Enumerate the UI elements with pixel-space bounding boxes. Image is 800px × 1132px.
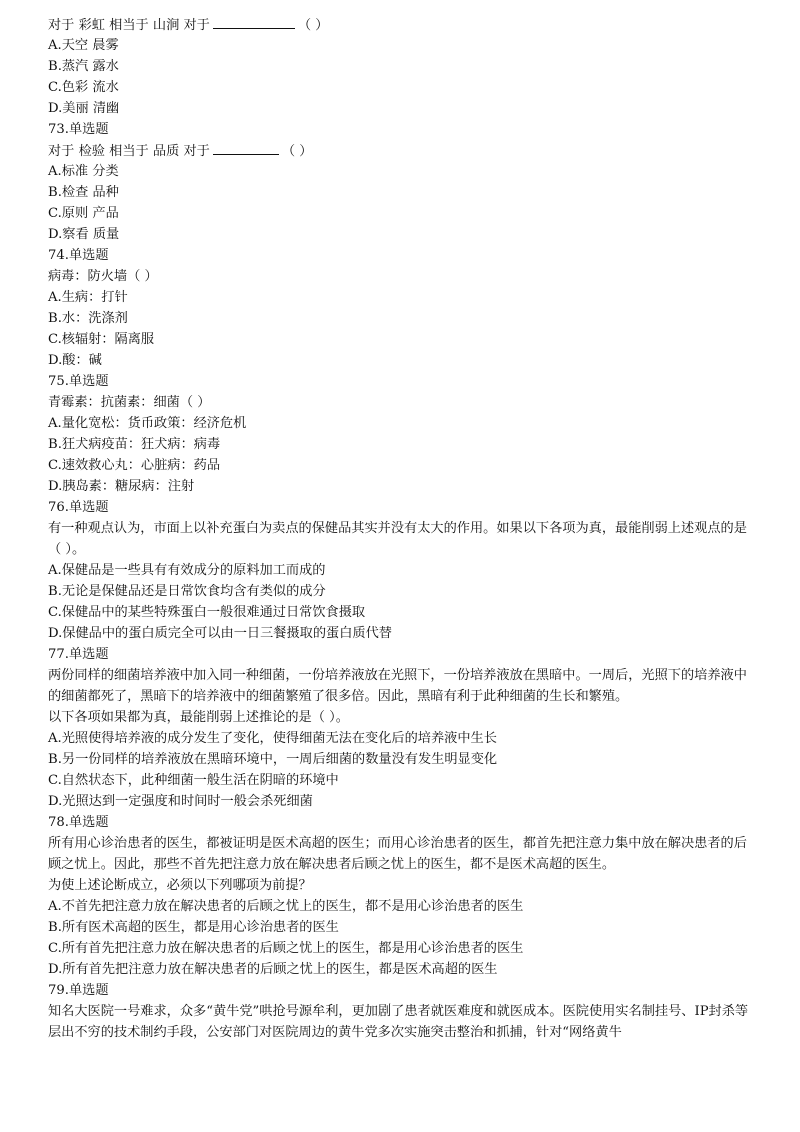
option-a: A.标准 分类 — [48, 164, 119, 179]
option-b: B.水：洗涤剂 — [48, 311, 128, 326]
option-a: A.保健品是一些具有有效成分的原料加工而成的 — [48, 563, 326, 578]
option-c: C.速效救心丸：心脏病：药品 — [48, 458, 221, 473]
question-78-header: 78.单选题 — [48, 815, 109, 830]
option-c: C.所有首先把注意力放在解决患者的后顾之忧上的医生，都是用心诊治患者的医生 — [48, 941, 524, 956]
option-b: B.所有医术高超的医生，都是用心诊治患者的医生 — [48, 920, 339, 935]
question-79-header: 79.单选题 — [48, 983, 109, 998]
question-stem-text: 对于 彩虹 相当于 山涧 对于 — [48, 18, 210, 33]
question-stem-text: 对于 检验 相当于 品质 对于 — [48, 144, 210, 159]
question-75-stem: 青霉素：抗菌素：细菌（ ） — [48, 395, 211, 410]
option-b: B.另一份同样的培养液放在黑暗环境中，一周后细菌的数量没有发生明显变化 — [48, 752, 498, 767]
question-77-stem: 两份同样的细菌培养液中加入同一种细菌，一份培养液放在光照下，一份培养液放在黑暗中。一周后，光照下的培养液中的细菌都死了，黑暗下的培养液中的细菌繁殖了很多倍。因此，黑暗有利于此种细菌的生长和繁殖。 — [48, 668, 747, 704]
option-c: C.原则 产品 — [48, 206, 119, 221]
question-76-header: 76.单选题 — [48, 500, 109, 515]
question-75-header: 75.单选题 — [48, 374, 109, 389]
option-c: C.核辐射：隔离服 — [48, 332, 155, 347]
option-d: D.酸：碱 — [48, 353, 102, 368]
question-78-ask: 为使上述论断成立，必须以下列哪项为前提？ — [48, 878, 312, 893]
option-d: D.胰岛素：糖尿病：注射 — [48, 479, 195, 494]
exam-page — [48, 14, 760, 1043]
question-73-header: 73.单选题 — [48, 122, 109, 137]
question-74-stem: 病毒：防火墙（ ） — [48, 269, 158, 284]
option-a: A.天空 晨雾 — [48, 38, 119, 53]
option-d: D.察看 质量 — [48, 227, 120, 242]
option-d: D.保健品中的蛋白质完全可以由一日三餐摄取的蛋白质代替 — [48, 626, 392, 641]
option-a: A.生病：打针 — [48, 290, 128, 305]
answer-parentheses: （ ） — [297, 18, 329, 33]
answer-blank — [213, 140, 279, 155]
question-74-header: 74.单选题 — [48, 248, 109, 263]
option-c: C.保健品中的某些特殊蛋白一般很难通过日常饮食摄取 — [48, 605, 366, 620]
option-b: B.无论是保健品还是日常饮食均含有类似的成分 — [48, 584, 326, 599]
option-b: B.狂犬病疫苗：狂犬病：病毒 — [48, 437, 221, 452]
option-c: C.色彩 流水 — [48, 80, 119, 95]
option-b: B.蒸汽 露水 — [48, 59, 119, 74]
question-77-ask: 以下各项如果都为真，最能削弱上述推论的是（ ）。 — [48, 710, 349, 725]
option-d: D.所有首先把注意力放在解决患者的后顾之忧上的医生，都是医术高超的医生 — [48, 962, 498, 977]
option-c: C.自然状态下，此种细菌一般生活在阴暗的环境中 — [48, 773, 339, 788]
option-a: A.光照使得培养液的成分发生了变化，使得细菌无法在变化后的培养液中生长 — [48, 731, 497, 746]
question-79-stem: 知名大医院一号难求，众多“黄牛党”哄抢号源牟利，更加剧了患者就医难度和就医成本。医院使用实名制挂号、IP封杀等层出不穷的技术制约手段，公安部门对医院周边的黄牛党多次实施突击整治和抓捕，针对“网络黄牛 — [48, 1004, 749, 1040]
option-d: D.美丽 清幽 — [48, 101, 120, 116]
answer-parentheses: （ ） — [281, 144, 313, 159]
answer-blank — [213, 14, 295, 29]
option-b: B.检查 品种 — [48, 185, 119, 200]
option-a: A.不首先把注意力放在解决患者的后顾之忧上的医生，都不是用心诊治患者的医生 — [48, 899, 524, 914]
option-a: A.量化宽松：货币政策：经济危机 — [48, 416, 247, 431]
question-77-header: 77.单选题 — [48, 647, 109, 662]
question-72-stem — [48, 14, 760, 35]
option-d: D.光照达到一定强度和时间时一般会杀死细菌 — [48, 794, 313, 809]
question-76-stem: 有一种观点认为，市面上以补充蛋白为卖点的保健品其实并没有太大的作用。如果以下各项为真，最能削弱上述观点的是（ ）。 — [48, 521, 747, 557]
question-78-stem: 所有用心诊治患者的医生，都被证明是医术高超的医生；而用心诊治患者的医生，都首先把注意力集中放在解决患者的后顾之忧上。因此，那些不首先把注意力放在解决患者后顾之忧上的医生，都不是医术高超的医生。 — [48, 836, 747, 872]
question-73-stem — [48, 140, 760, 161]
